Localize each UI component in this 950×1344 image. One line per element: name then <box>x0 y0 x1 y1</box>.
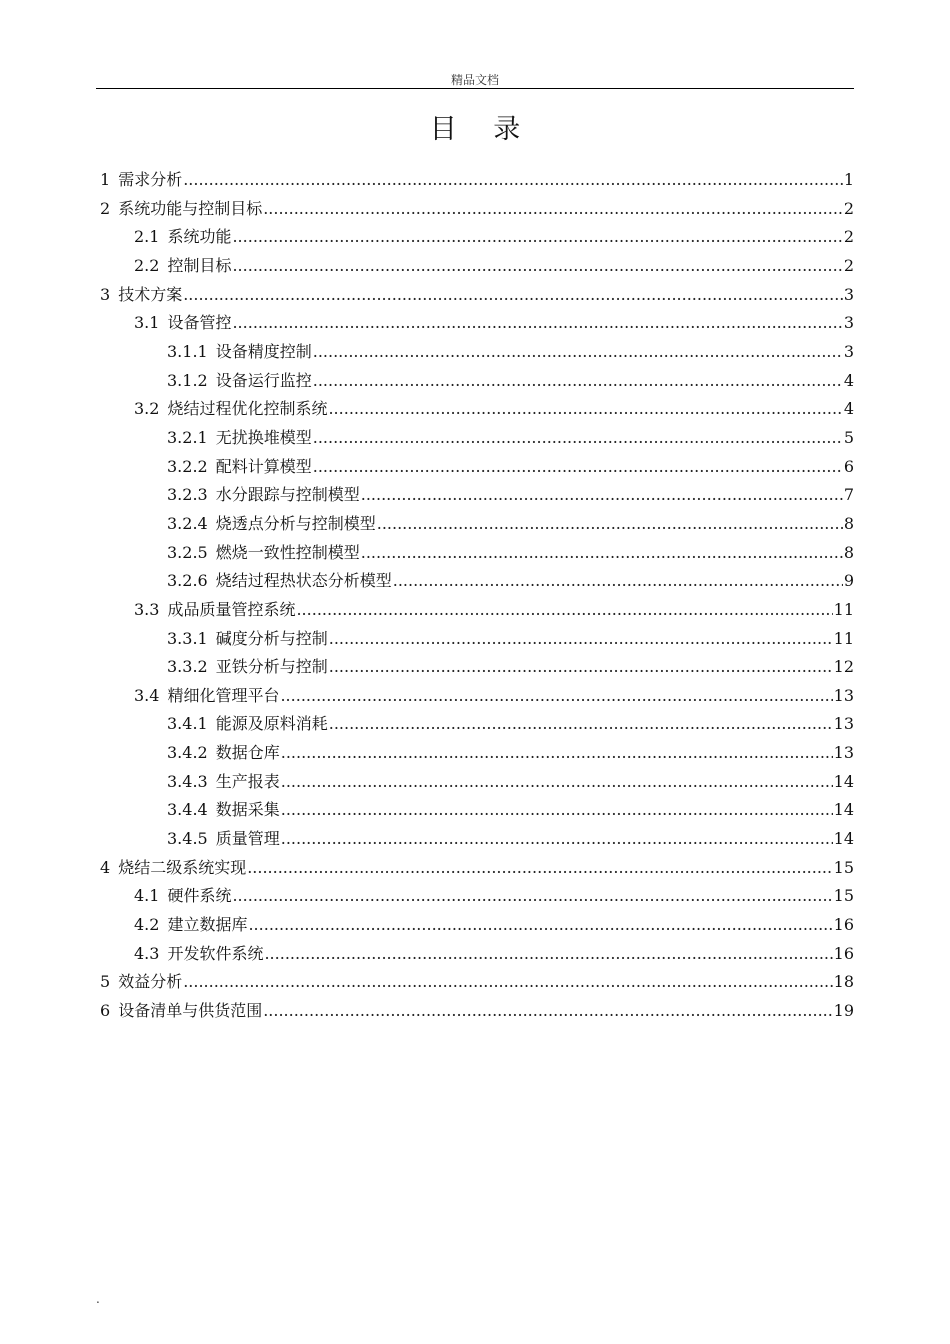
toc-entry-title: 技术方案 <box>118 284 183 304</box>
toc-dot-leader <box>264 940 832 969</box>
toc-dot-leader <box>296 596 832 625</box>
toc-entry-number: 3.4 <box>134 685 160 705</box>
toc-entry-page: 8 <box>843 542 854 562</box>
toc-entry[interactable] <box>100 682 854 711</box>
toc-entry-number: 3.2.4 <box>167 513 208 533</box>
toc-entry-page: 1 <box>843 170 854 189</box>
toc-dot-leader <box>281 796 833 825</box>
toc-dot-leader <box>313 424 843 453</box>
toc-entry-number: 3.4.4 <box>167 800 208 820</box>
toc-entry-number: 3.2.5 <box>167 542 208 562</box>
toc-dot-leader <box>313 367 843 396</box>
toc-entry-number: 3.3.1 <box>167 628 208 648</box>
toc-entry-title: 硬件系统 <box>167 886 232 906</box>
toc-entry[interactable] <box>100 395 854 424</box>
toc-entry[interactable] <box>100 539 854 568</box>
toc-entry-title: 生产报表 <box>215 771 280 791</box>
toc-entry-title: 质量管理 <box>215 829 280 849</box>
toc-entry[interactable] <box>100 424 854 453</box>
toc-dot-leader <box>232 882 832 911</box>
toc-dot-leader <box>329 625 833 654</box>
toc-dot-leader <box>377 510 843 539</box>
toc-dot-leader <box>361 481 843 510</box>
toc-entry[interactable] <box>100 596 854 625</box>
toc-entry-page: 3 <box>843 341 854 361</box>
toc-entry-number: 3.2 <box>134 399 160 419</box>
toc-entry-number: 3.4.3 <box>167 771 208 791</box>
toc-dot-leader <box>247 854 832 883</box>
toc-entry-number: 4.2 <box>134 915 160 935</box>
toc-entry[interactable] <box>100 911 854 940</box>
toc-entry-page: 9 <box>843 571 854 591</box>
toc-dot-leader <box>232 309 842 338</box>
toc-entry[interactable] <box>100 710 854 739</box>
toc-dot-leader <box>263 195 843 224</box>
toc-entry-number: 4 <box>100 857 111 877</box>
toc-dot-leader <box>281 739 833 768</box>
toc-entry-title: 数据仓库 <box>215 743 280 763</box>
toc-entry-page: 14 <box>833 800 854 820</box>
toc-entry-number: 3.1.1 <box>167 341 208 361</box>
toc-entry-number: 3.3 <box>134 599 160 619</box>
toc-dot-leader <box>263 997 832 1026</box>
toc-entry-page: 19 <box>833 1001 854 1021</box>
toc-entry-number: 3 <box>100 284 111 304</box>
toc-entry-title: 亚铁分析与控制 <box>215 657 328 677</box>
toc-entry-page: 11 <box>833 599 854 619</box>
toc-entry-page: 16 <box>833 943 854 963</box>
toc-dot-leader <box>329 710 833 739</box>
toc-entry-title: 烧结过程优化控制系统 <box>167 399 328 419</box>
toc-entry-number: 1 <box>100 170 111 189</box>
toc-entry[interactable] <box>100 768 854 797</box>
toc-entry-page: 18 <box>833 972 854 992</box>
toc-entry[interactable] <box>100 567 854 596</box>
toc-entry-page: 15 <box>833 886 854 906</box>
toc-entry-title: 碱度分析与控制 <box>215 628 328 648</box>
toc-entry-number: 3.2.3 <box>167 485 208 505</box>
toc-entry[interactable] <box>100 281 854 310</box>
toc-entry-title: 配料计算模型 <box>215 456 312 476</box>
toc-entry-title: 烧结二级系统实现 <box>118 857 247 877</box>
toc-entry-page: 7 <box>843 485 854 505</box>
toc-entry-number: 3.2.2 <box>167 456 208 476</box>
toc-entry-number: 3.4.2 <box>167 743 208 763</box>
table-of-contents <box>100 166 854 1026</box>
toc-entry-number: 2.2 <box>134 255 160 275</box>
toc-entry-page: 11 <box>833 628 854 648</box>
toc-entry-title: 需求分析 <box>118 170 183 189</box>
toc-entry[interactable] <box>100 796 854 825</box>
toc-dot-leader <box>361 539 843 568</box>
toc-entry-page: 6 <box>843 456 854 476</box>
toc-entry-page: 2 <box>843 198 854 218</box>
toc-dot-leader <box>280 682 832 711</box>
toc-entry-number: 4.3 <box>134 943 160 963</box>
toc-entry[interactable] <box>100 968 854 997</box>
toc-entry-title: 设备清单与供货范围 <box>118 1001 263 1021</box>
toc-dot-leader <box>248 911 832 940</box>
toc-entry-page: 4 <box>843 370 854 390</box>
toc-entry[interactable] <box>100 825 854 854</box>
toc-entry-number: 2 <box>100 198 111 218</box>
toc-entry[interactable] <box>100 653 854 682</box>
toc-entry-title: 烧透点分析与控制模型 <box>215 513 376 533</box>
toc-dot-leader <box>183 281 843 310</box>
toc-entry-title: 效益分析 <box>118 972 183 992</box>
toc-entry-page: 13 <box>833 714 854 734</box>
toc-entry-page: 16 <box>833 915 854 935</box>
toc-entry-title: 水分跟踪与控制模型 <box>215 485 360 505</box>
toc-entry-page: 3 <box>843 284 854 304</box>
toc-dot-leader <box>281 768 833 797</box>
toc-entry-number: 6 <box>100 1001 111 1021</box>
toc-entry-number: 3.2.6 <box>167 571 208 591</box>
toc-entry[interactable] <box>100 510 854 539</box>
toc-entry-page: 2 <box>843 255 854 275</box>
toc-entry[interactable] <box>100 882 854 911</box>
toc-entry-title: 无扰换堆模型 <box>215 427 312 447</box>
toc-entry-title: 设备运行监控 <box>215 370 312 390</box>
toc-entry[interactable] <box>100 854 854 883</box>
toc-entry[interactable] <box>100 309 854 338</box>
toc-dot-leader <box>313 338 843 367</box>
toc-entry[interactable] <box>100 338 854 367</box>
toc-entry-number: 5 <box>100 972 111 992</box>
toc-entry-title: 控制目标 <box>167 255 232 275</box>
toc-entry-number: 2.1 <box>134 227 160 247</box>
toc-entry[interactable] <box>100 367 854 396</box>
toc-entry-page: 14 <box>833 829 854 849</box>
toc-entry-title: 成品质量管控系统 <box>167 599 296 619</box>
toc-entry-page: 12 <box>833 657 854 677</box>
toc-entry-title: 系统功能 <box>167 227 232 247</box>
toc-entry-page: 13 <box>833 685 854 705</box>
toc-entry-page: 2 <box>843 227 854 247</box>
toc-entry-title: 设备精度控制 <box>215 341 312 361</box>
toc-dot-leader <box>281 825 833 854</box>
toc-entry-number: 3.1 <box>134 313 160 333</box>
toc-entry-page: 4 <box>843 399 854 419</box>
header-divider <box>96 88 854 89</box>
toc-entry-title: 系统功能与控制目标 <box>118 198 263 218</box>
toc-entry-number: 3.4.5 <box>167 829 208 849</box>
toc-dot-leader <box>232 223 842 252</box>
toc-entry[interactable] <box>100 940 854 969</box>
toc-entry-page: 5 <box>843 427 854 447</box>
toc-entry-title: 开发软件系统 <box>167 943 264 963</box>
toc-dot-leader <box>393 567 843 596</box>
toc-entry[interactable] <box>100 997 854 1026</box>
footer-mark: . <box>96 1292 100 1306</box>
toc-entry-title: 设备管控 <box>167 313 232 333</box>
toc-entry-title: 烧结过程热状态分析模型 <box>215 571 392 591</box>
toc-dot-leader <box>183 166 843 195</box>
toc-entry-title: 建立数据库 <box>167 915 248 935</box>
toc-entry-page: 15 <box>833 857 854 877</box>
toc-entry[interactable] <box>100 453 854 482</box>
toc-entry-number: 3.1.2 <box>167 370 208 390</box>
toc-entry-number: 3.3.2 <box>167 657 208 677</box>
toc-entry[interactable] <box>100 223 854 252</box>
toc-entry-number: 3.2.1 <box>167 427 208 447</box>
toc-title: 目 录 <box>429 114 535 145</box>
toc-dot-leader <box>183 968 832 997</box>
toc-entry[interactable] <box>100 481 854 510</box>
toc-entry-number: 3.4.1 <box>167 714 208 734</box>
toc-entry-page: 13 <box>833 743 854 763</box>
toc-dot-leader <box>313 453 843 482</box>
toc-entry-title: 精细化管理平台 <box>167 685 280 705</box>
toc-dot-leader <box>232 252 842 281</box>
toc-entry[interactable] <box>100 625 854 654</box>
toc-dot-leader <box>328 395 842 424</box>
toc-entry-number: 4.1 <box>134 886 160 906</box>
toc-entry-title: 燃烧一致性控制模型 <box>215 542 360 562</box>
toc-dot-leader <box>329 653 833 682</box>
toc-entry[interactable] <box>100 739 854 768</box>
toc-entry[interactable] <box>100 166 854 195</box>
toc-entry[interactable] <box>100 195 854 224</box>
page-header: 精品文档 <box>450 73 499 87</box>
toc-entry-page: 8 <box>843 513 854 533</box>
toc-entry-page: 14 <box>833 771 854 791</box>
toc-entry-title: 能源及原料消耗 <box>215 714 328 734</box>
toc-entry-page: 3 <box>843 313 854 333</box>
toc-entry-title: 数据采集 <box>215 800 280 820</box>
toc-entry[interactable] <box>100 252 854 281</box>
